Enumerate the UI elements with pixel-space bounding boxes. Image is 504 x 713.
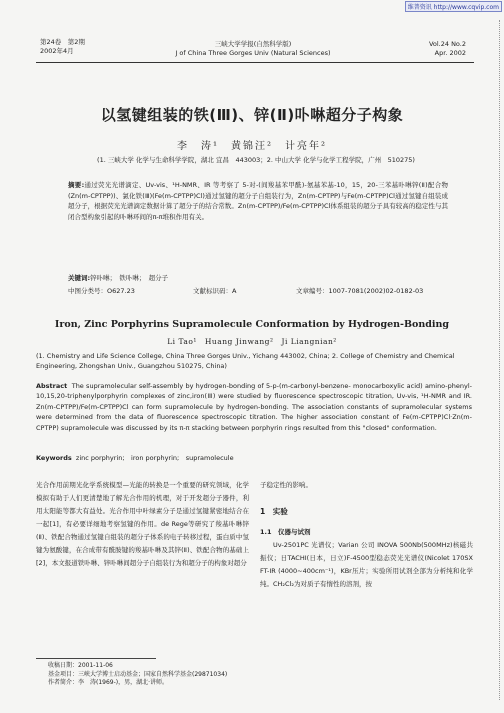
affiliation-en: (1. Chemistry and Life Science College, China Three Gorges Univ., Yichang 443002, China; 2. College of Chemistry and Chemical Engineering, Zhongshan Univ., Guangzhou 510275, China)	[36, 352, 455, 370]
footnotes	[48, 662, 227, 688]
keywords-en	[36, 453, 234, 462]
abstract-cn	[68, 180, 448, 222]
header-volume-cn	[40, 38, 85, 56]
article-number: 文章编号：1007-7081(2002)02-0182-03	[296, 287, 424, 295]
journal-name-en: J of China Three Gorges Univ (Natural Sciences)	[175, 49, 331, 57]
source-stamp[interactable]: 维普资讯 http://www.cqvip.com	[405, 1, 502, 12]
authors-cn: 李 涛¹ 黄锦汪² 计亮年²	[176, 141, 328, 152]
title-cn: 以氢键组装的铁(Ⅲ)、锌(Ⅱ)卟啉超分子构象	[100, 106, 404, 124]
body-column-right	[260, 479, 473, 591]
authors-en: Li Tao¹ Huang Jinwang² Ji Liangnian²	[167, 337, 337, 346]
instruments-text: Uv-2501PC 光谱仪；Varian 公司 INOVA 500Nb(500MHz)核磁共振仪；日TACHI(日本，日立)F-4500型稳态荧光光谱仪(Nicolet 170SX FT-IR (4000~400cm⁻¹)，KBr压片；实验所用试剂全部为分析纯和化学纯。CH₂Cl₂为对质子有惰性的溶剂，按	[260, 541, 473, 588]
section-heading-experiment: 1 实验	[260, 507, 288, 516]
clc-number: 中图分类号：O627.23	[68, 287, 135, 295]
volume-issue-en: Vol.24 No.2	[428, 40, 466, 48]
date-cn: 2002年4月	[40, 47, 74, 55]
abstract-en	[36, 381, 472, 433]
abstract-text-en: The supramolecular self-assembly by hydrogen-bonding of 5-p-(m-carbonyl-benzene- monocarboxylic acid) amino-phenyl-10,15,20-triphenylporphyrin complexes of zinc,iron(Ⅲ) were studied by fluorescence spectroscopic titration, Uv-vis, ¹H-NMR and IR. Zn(m-CPTPP)/Fe(m-CPTPP)Cl can form supramolecule by hydrogen-bonding. The association constants of supramolecular systems were determined from the data of fluorescence spectroscopic titration. The higher association constant of Fe(m-CPTPP)Cl·Zn(m-CPTPP) supramolecule was discussed by its π-π stacking between porphyrin rings resulted from this "closed" conformation.	[36, 382, 472, 432]
footnote-rule	[36, 658, 156, 659]
document-code: 文献标识码：A	[193, 287, 237, 295]
header-rule	[36, 62, 474, 63]
affiliation-cn: (1. 三峡大学 化学与生命科学学院，湖北 宜昌 443003；2. 中山大学 化学与化学工程学院，广州 510275)	[97, 156, 415, 164]
keywords-text-cn: 锌卟啉； 铁卟啉； 超分子	[90, 274, 169, 282]
journal-name-cn: 三峡大学学报(自然科学版)	[214, 40, 292, 48]
abstract-label-en: Abstract	[36, 382, 68, 390]
footnote-funding: 基金项目：三峡大学博士启动基金；国家自然科学基金(29871034)	[48, 670, 228, 678]
title-en: Iron, Zinc Porphyrins Supramolecule Conformation by Hydrogen-Bonding	[54, 319, 450, 330]
volume-issue-cn: 第24卷 第2期	[40, 38, 85, 46]
date-en: Apr. 2002	[434, 49, 466, 57]
abstract-label-cn: 摘要:	[68, 181, 85, 189]
keywords-text-en: zinc porphyrin; iron porphyrin; supramolecule	[75, 454, 234, 462]
abstract-text-cn: 通过荧光光谱滴定、Uv-vis、¹H-NMR、IR 等考察了 5-对-(间羧基苯甲酰)-氨基苯基-10，15，20-三苯基卟啉锌(Ⅱ)配合物(Zn(m-CPTPP))、氯化铁(Ⅲ)(Fe(m-CPTPP)Cl)通过氢键的超分子自组装行为，Zn(m-CPTPP)与Fe(m-CPTPP)Cl通过氢键自组装成超分子，根据荧光光谱滴定数据计算了超分子的结合常数。Zn(m-CPTPP)/Fe(m-CPTPP)Cl体系组装的超分子具有较高的稳定性与其闭合型构象引起的卟啉环间的π-π堆积作用有关。	[68, 181, 448, 221]
header-journal	[168, 40, 338, 58]
body-intro-text: 光合作用前期光化学系统模型—光能的转换是一个重要的研究领域，化学模拟有助于人们更清楚地了解光合作用的机理，对于开发超分子器件，利用太阳能等都大有益处。光合作用中叶绿素分子是通过氢键紧密地结合在一起[1]，有必要详细地考察氢键的作用。de Rege等研究了羧基卟啉锌(Ⅱ)、铁配合物通过氢键自组装的超分子体系的电子转移过程，蛋白质中氢键为氨酸键，在合成带有酰胺键的羧基卟啉及其锌(Ⅱ)、铁配合物的基础上[2]，本文报道铁卟啉、锌卟啉间超分子自组装行为和超分子的构象对超分	[36, 481, 249, 567]
keywords-label-cn: 关键词:	[68, 274, 91, 282]
keywords-cn	[68, 273, 168, 282]
footnote-author: 作者简介：李 涛(1969-)，男，湖北·讲师。	[48, 679, 169, 686]
header-volume-en	[429, 40, 466, 58]
body-intro-end: 子稳定性的影响。	[260, 481, 312, 489]
footnote-received: 收稿日期：2001-11-06	[48, 662, 113, 669]
subsection-heading-instruments: 1.1 仪器与试剂	[260, 528, 311, 536]
body-column-left	[36, 479, 249, 570]
keywords-label-en: Keywords	[36, 454, 72, 462]
